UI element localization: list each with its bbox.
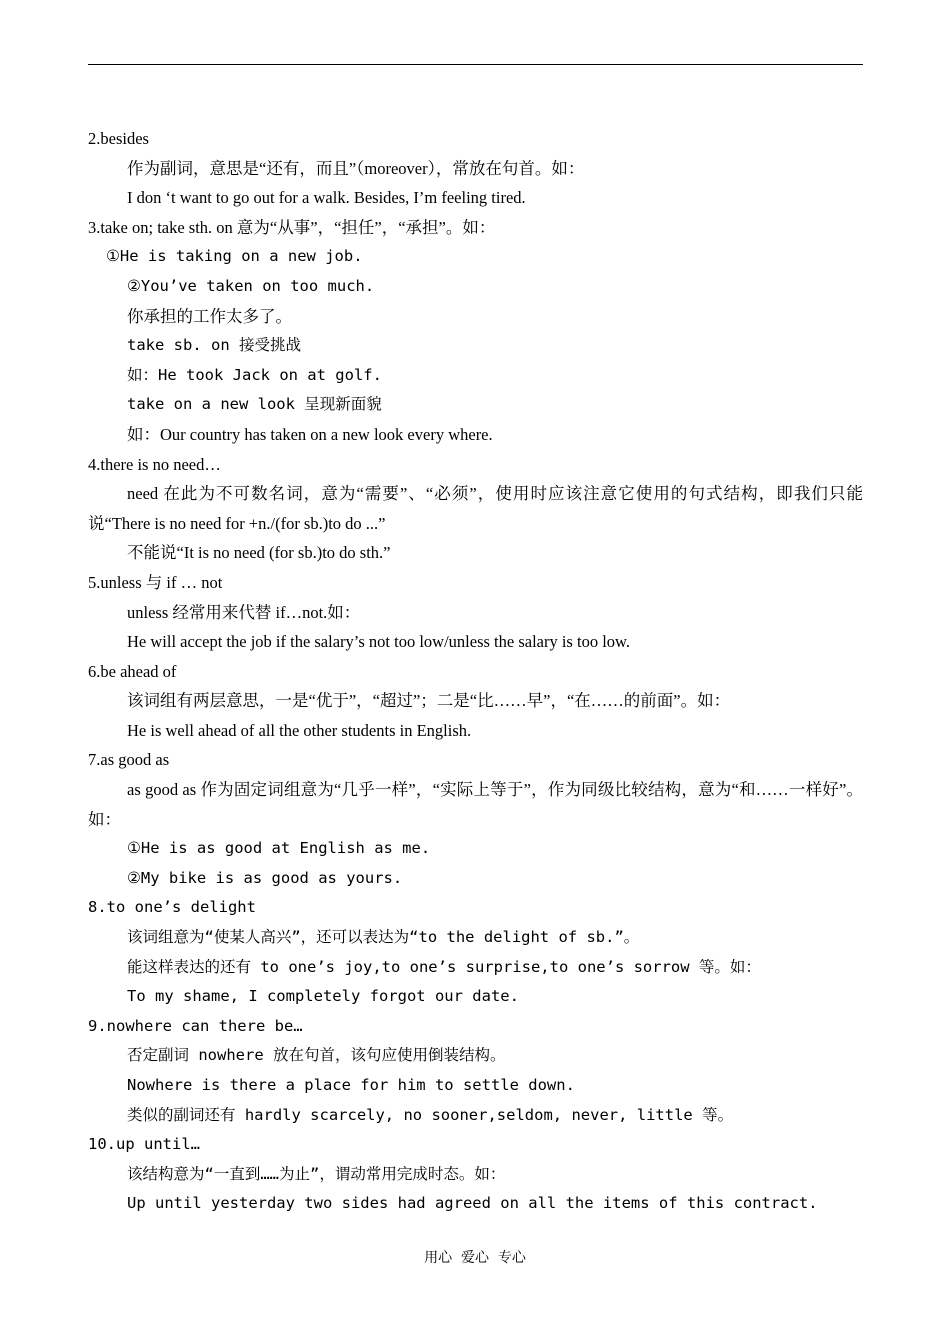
example-sentence: To my shame, I completely forgot our date. [127,987,519,1006]
example-sentence: ①He is as good at English as me. [127,839,431,858]
text-line: unless 经常用来代替 if…not.如： [127,602,361,622]
section-heading: 4.there is no need… [88,454,221,474]
text-line: take sb. on 接受挑战 [127,336,301,355]
example-sentence: ②My bike is as good as yours. [127,868,403,887]
example-sentence: Nowhere is there a place for him to settle down. [127,1076,575,1094]
section-heading: 8.to one’s delight [88,898,256,917]
text-line: 能这样表达的还有 to one’s joy,to one’s surprise,to one’s sorrow 等。如： [127,957,761,976]
header-rule [88,64,863,65]
section-heading: 9.nowhere can there be… [88,1016,303,1035]
text-line: 你承担的工作太多了。 [127,306,292,326]
text-line: 否定副词 nowhere 放在句首，该句应使用倒装结构。 [127,1046,506,1065]
example-sentence: ①He is taking on a new job. [106,247,363,266]
section-heading: 6.be ahead of [88,661,177,681]
section-heading: 7.as good as [88,750,170,770]
text-line: 该结构意为“一直到……为止”，谓动常用完成时态。如： [127,1164,506,1183]
document-body [88,124,863,1219]
text-line: 不能说“It is no need (for sb.)to do sth.” [127,543,391,563]
example-sentence: He is well ahead of all the other students in English. [127,720,472,740]
text-paragraph: need 在此为不可数名词，意为“需要”、“必须”，使用时应该注意它使用的句式结构，即我们只能说“There is no need for +n./(for sb.)to do ...” [88,484,863,533]
section-heading: 3.take on; take sth. on 意为“从事”，“担任”，“承担”。如： [88,217,496,237]
example-sentence: 如：He took Jack on at golf. [127,365,382,384]
text-line: take on a new look 呈现新面貌 [127,395,382,414]
page-footer: 用心 爱心 专心 [424,1250,526,1266]
text-line: 类似的副词还有 hardly scarcely, no sooner,seldom, never, little 等。 [127,1105,734,1124]
example-sentence: I don ‘t want to go out for a walk. Besides, I’m feeling tired. [127,188,526,208]
text-line: 作为副词，意思是“还有，而且”（moreover），常放在句首。如： [127,158,585,178]
section-heading: 5.unless 与 if … not [88,572,223,592]
section-heading: 10.up until… [88,1135,200,1154]
example-sentence: Up until yesterday two sides had agreed on all the items of this contract. [127,1194,818,1213]
example-sentence: He will accept the job if the salary’s not too low/unless the salary is too low. [127,632,630,652]
text-paragraph: as good as 作为固定词组意为“几乎一样”，“实际上等于”，作为同级比较结构，意为“和……一样好”。如： [88,780,863,829]
text-line: 该词组有两层意思，一是“优于”，“超过”；二是“比……早”，“在……的前面”。如： [127,691,731,711]
example-sentence: ②You’ve taken on too much. [127,276,375,295]
section-heading: 2.besides [88,129,149,148]
text-line: 该词组意为“使某人高兴”，还可以表达为“to the delight of sb.”。 [127,928,640,947]
example-sentence: 如：Our country has taken on a new look every where. [127,424,493,444]
